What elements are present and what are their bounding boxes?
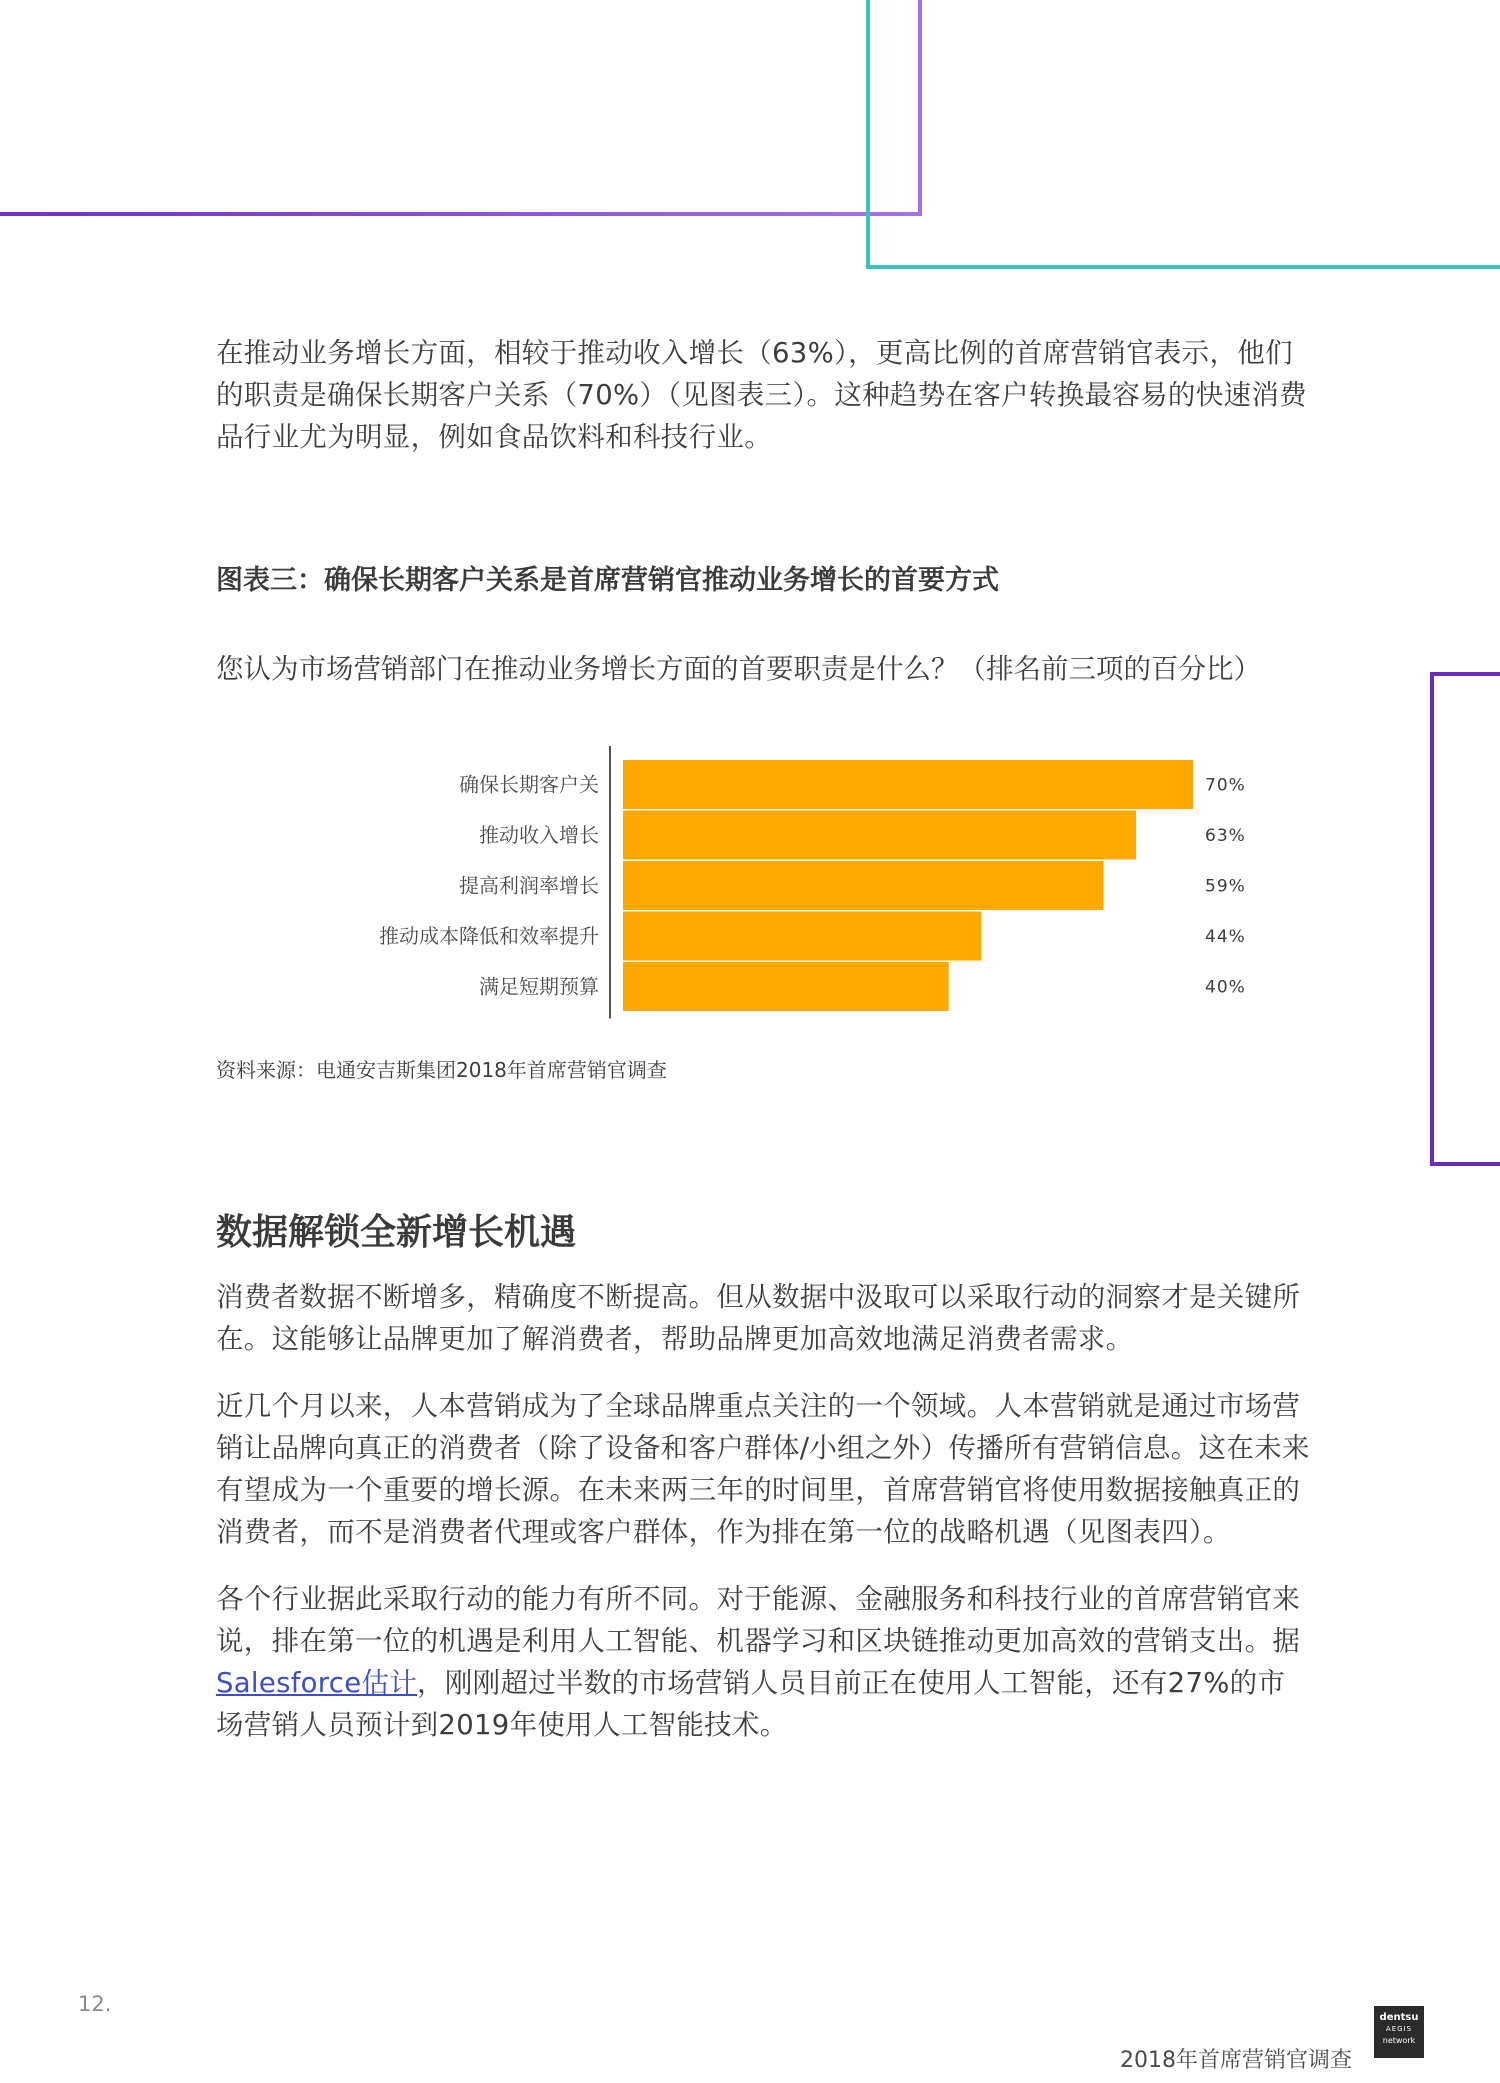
chart-value-label-1: 63% <box>1205 826 1246 846</box>
chart-source: 资料来源：电通安吉斯集团2018年首席营销官调查 <box>216 1058 667 1082</box>
chart-category-label-3: 推动成本降低和效率提升 <box>379 924 599 948</box>
chart-marks <box>379 746 1246 1019</box>
chart-value-label-2: 59% <box>1205 876 1246 897</box>
page-number: 12. <box>78 1992 112 2016</box>
body-paragraph-1: 消费者数据不断增多，精确度不断提高。但从数据中汲取可以采取行动的洞察才是关键所在。这能够让品牌更加了解消费者，帮助品牌更加高效地满足消费者需求。 <box>216 1281 1301 1355</box>
chart-question: 您认为市场营销部门在推动业务增长方面的首要职责是什么？（排名前三项的百分比） <box>216 653 1261 685</box>
body-paragraph-2: 近几个月以来，人本营销成为了全球品牌重点关注的一个领域。人本营销就是通过市场营销让品牌向真正的消费者（除了设备和客户群体/小组之外）传播所有营销信息。这在未来有望成为一个重要的增长源。在未来两三年的时间里，首席营销官将使用数据接触真正的消费者，而不是消费者代理或客户群体，作为排在第一位的战略机遇（见图表四）。 <box>216 1390 1310 1548</box>
chart-title: 图表三：确保长期客户关系是首席营销官推动业务增长的首要方式 <box>216 565 999 596</box>
bar-chart <box>0 740 1500 1030</box>
chart-category-label-2: 提高利润率增长 <box>459 873 599 898</box>
chart-bar-4 <box>623 962 949 1011</box>
chart-bar-3 <box>623 912 981 961</box>
chart-bar-2 <box>623 861 1103 910</box>
chart-category-label-4: 满足短期预算 <box>479 974 599 999</box>
paragraph-text-start: 各个行业据此采取行动的能力有所不同。对于能源、金融服务和科技行业的首席营销官来说，排在第一位的机遇是利用人工智能、机器学习和区块链推动更加高效的营销支出。据 <box>216 1583 1301 1657</box>
chart-category-label-1: 推动收入增长 <box>479 823 599 847</box>
footer-title: 2018年首席营销官调查 <box>1120 2048 1352 2073</box>
section-heading: 数据解锁全新增长机遇 <box>216 1212 577 1253</box>
chart-value-label-4: 40% <box>1205 977 1246 998</box>
chart-bar-0 <box>623 760 1193 809</box>
body-paragraph-3 <box>216 1578 1311 1746</box>
chart-value-label-3: 44% <box>1205 927 1246 947</box>
decorative-purple-frame <box>0 0 922 216</box>
chart-bar-1 <box>623 811 1136 860</box>
dentsu-aegis-logo: dentsu AEGIS network <box>1374 2006 1424 2058</box>
decorative-teal-frame <box>866 0 1500 269</box>
paragraph-text-end: ，刚刚超过半数的市场营销人员目前正在使用人工智能，还有27%的市场营销人员预计到2019年使用人工智能技术。 <box>216 1667 1286 1741</box>
chart-value-label-0: 70% <box>1205 775 1246 796</box>
salesforce-link[interactable]: Salesforce估计 <box>216 1667 418 1699</box>
intro-paragraph: 在推动业务增长方面，相较于推动收入增长（63%），更高比例的首席营销官表示，他们的职责是确保长期客户关系（70%）（见图表三）。这种趋势在客户转换最容易的快速消费品行业尤为明显，例如食品饮料和科技行业。 <box>216 337 1307 453</box>
chart-category-label-0: 确保长期客户关 <box>459 772 599 797</box>
